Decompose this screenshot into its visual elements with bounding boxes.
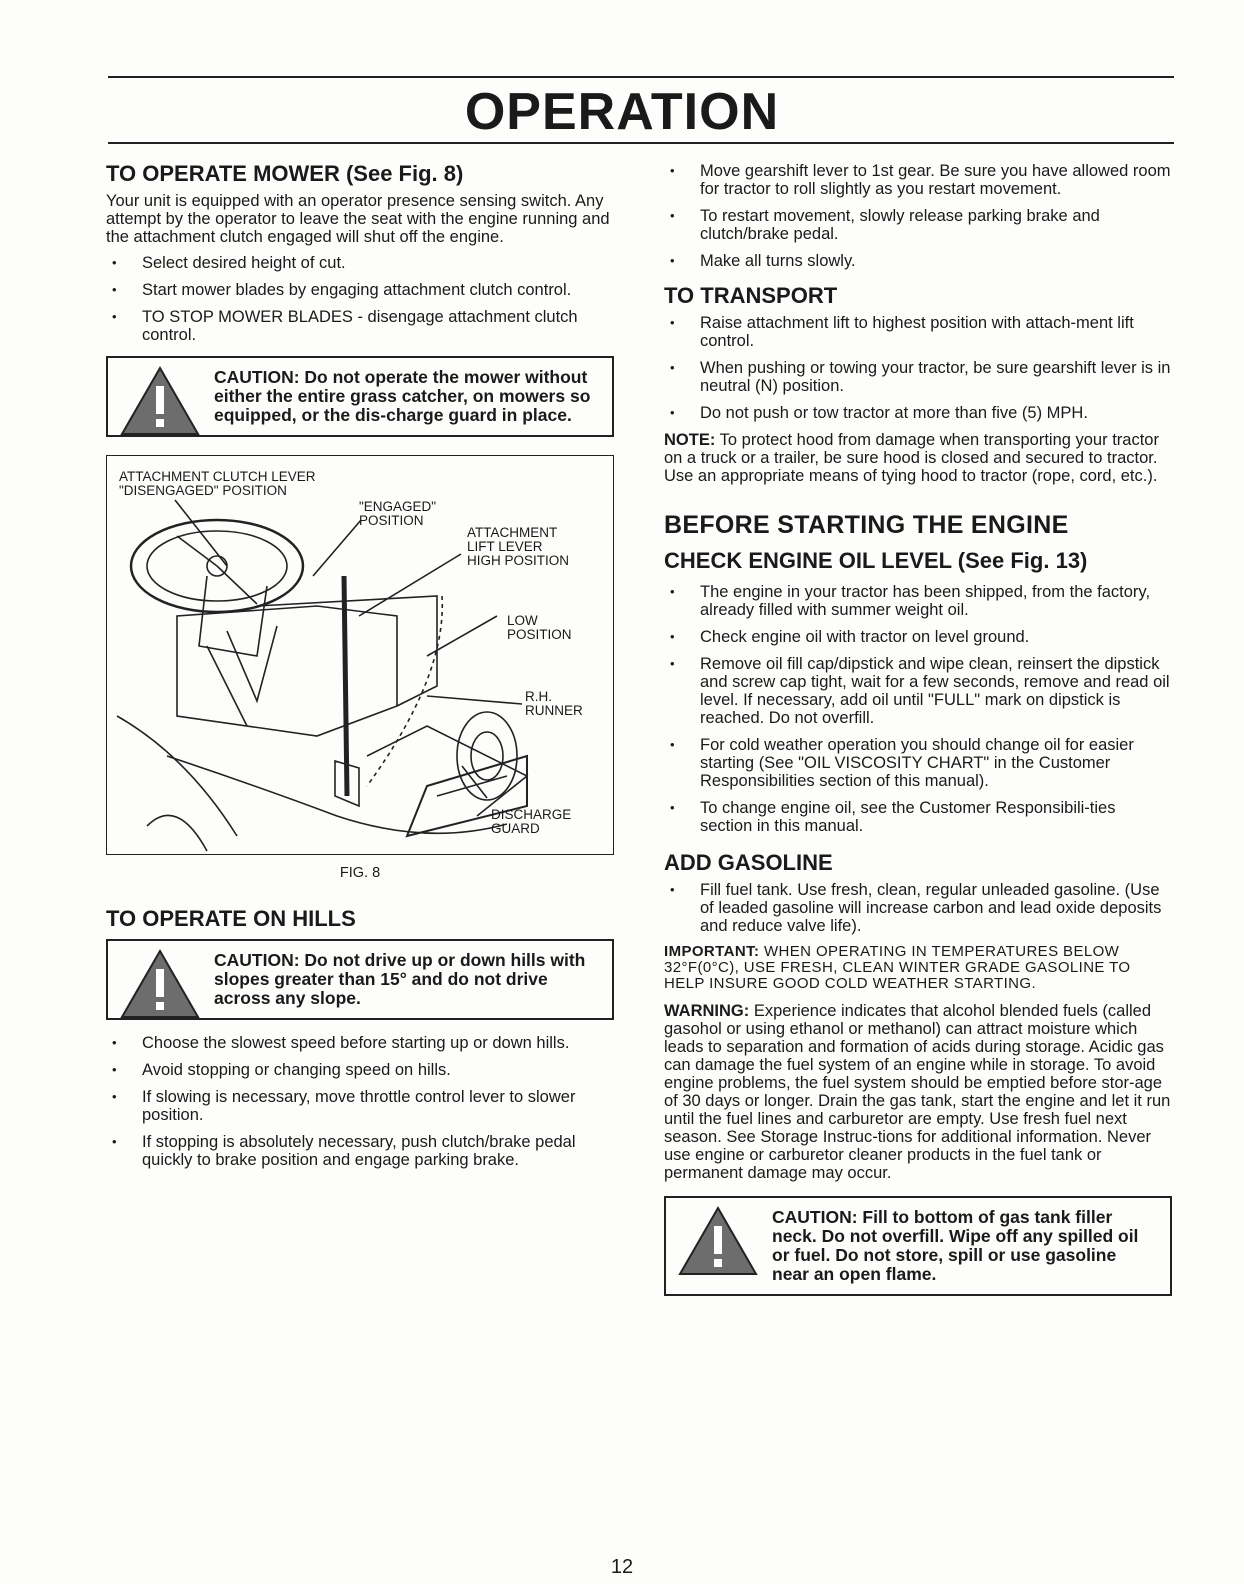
list-item: • To change engine oil, see the Customer Responsibili-ties section in this manual.	[664, 799, 1172, 835]
mower-caution-box	[106, 356, 614, 437]
transport-note	[664, 431, 1172, 485]
note-text: To protect hood from damage when transporting your tractor on a truck or a trailer, be sure hood is closed and secured to tractor. Use an appropriate means of tying hood to tractor (rope, cord, etc.).	[664, 431, 1159, 485]
list-item: • Select desired height of cut.	[106, 254, 614, 272]
list-item: • Do not push or tow tractor at more than five (5) MPH.	[664, 404, 1172, 422]
list-item: • To restart movement, slowly release parking brake and clutch/brake pedal.	[664, 207, 1172, 243]
hills-caution-text: CAUTION: Do not drive up or down hills with slopes greater than 15° and do not drive across any slope.	[214, 950, 586, 1008]
operate-hills-heading: TO OPERATE ON HILLS	[106, 906, 356, 931]
list-item: • If stopping is absolutely necessary, push clutch/brake pedal quickly to brake position and engage parking brake.	[106, 1133, 614, 1169]
figure-8	[106, 455, 614, 855]
gasoline-caution-box	[664, 1196, 1172, 1296]
list-item: • Fill fuel tank. Use fresh, clean, regular unleaded gasoline. (Use of leaded gasoline will increase carbon and lead oxide deposits and reduce valve life).	[664, 881, 1172, 935]
warning-text: Experience indicates that alcohol blended fuels (called gasohol or using ethanol or methanol) can attract moisture which leads to separation and formation of acids during storage. Acidic gas can damage the fuel system of an engine while in storage. To avoid engine problems, the fuel system should be emptied before stor-age of 30 days or longer. Drain the gas tank, start the engine and let it run until the fuel lines and carburetor are empty. Use fresh fuel next season. See Storage Instruc-tions for additional information. Never use engine or carburetor cleaner products in the fuel tank or permanent damage may occur.	[664, 1002, 1171, 1182]
rh-runner-label: R.H. RUNNER	[525, 689, 583, 718]
before-starting-heading: BEFORE STARTING THE ENGINE	[664, 511, 1069, 539]
list-item: • Raise attachment lift to highest position with attach-ment lift control.	[664, 314, 1172, 350]
list-item: • Start mower blades by engaging attachment clutch control.	[106, 281, 614, 299]
warning-triangle-icon	[118, 947, 202, 1021]
engaged-position-label: "ENGAGED" POSITION	[359, 499, 437, 528]
header-rule-top	[108, 76, 1174, 78]
oil-bullet-list	[664, 583, 1172, 835]
hills-bullet-list	[106, 1034, 614, 1169]
check-oil-heading: CHECK ENGINE OIL LEVEL (See Fig. 13)	[664, 548, 1088, 573]
warning-triangle-icon	[118, 364, 202, 438]
important-text: WHEN OPERATING IN TEMPERATURES BELOW 32°F(0°C), USE FRESH, CLEAN WINTER GRADE GASOLINE TO HELP INSURE GOOD COLD WEATHER STARTING.	[664, 943, 1131, 992]
gasoline-caution-text: CAUTION: Fill to bottom of gas tank filler neck. Do not overfill. Wipe off any spilled oil or fuel. Do not store, spill or use gasoline near an open flame.	[772, 1207, 1139, 1284]
list-item: • Choose the slowest speed before starting up or down hills.	[106, 1034, 614, 1052]
movement-bullet-list	[664, 162, 1172, 270]
mower-intro: Your unit is equipped with an operator presence sensing switch. Any attempt by the operator to leave the seat with the engine running and the attachment clutch engaged will shut off the engine.	[106, 192, 610, 246]
low-position-label: LOW POSITION	[507, 613, 572, 642]
list-item: • TO STOP MOWER BLADES - disengage attachment clutch control.	[106, 308, 614, 344]
mower-caution-text: CAUTION: Do not operate the mower without either the entire grass catcher, on mowers so equipped, or the dis-charge guard in place.	[214, 367, 591, 425]
list-item: • Check engine oil with tractor on level ground.	[664, 628, 1172, 646]
list-item: • For cold weather operation you should change oil for easier starting (See "OIL VISCOSITY CHART" in the Customer Responsibilities section of this manual).	[664, 736, 1172, 790]
operate-mower-heading: TO OPERATE MOWER (See Fig. 8)	[106, 161, 464, 186]
header-rule-bottom	[108, 142, 1174, 144]
right-column	[664, 162, 1172, 1310]
mower-bullet-list	[106, 254, 614, 344]
list-item: • The engine in your tractor has been shipped, from the factory, already filled with summer weight oil.	[664, 583, 1172, 619]
warning-label: WARNING:	[664, 1002, 750, 1020]
clutch-lever-label: ATTACHMENT CLUTCH LEVER "DISENGAGED" POSITION	[119, 469, 316, 498]
transport-heading: TO TRANSPORT	[664, 283, 838, 308]
lift-lever-label: ATTACHMENT LIFT LEVER HIGH POSITION	[467, 525, 570, 568]
transport-bullet-list	[664, 314, 1172, 422]
list-item: • If slowing is necessary, move throttle control lever to slower position.	[106, 1088, 614, 1124]
figure-caption: FIG. 8	[339, 865, 381, 881]
list-item: • Avoid stopping or changing speed on hills.	[106, 1061, 614, 1079]
add-gasoline-heading: ADD GASOLINE	[664, 850, 833, 875]
important-label: IMPORTANT:	[664, 943, 760, 960]
list-item: • Remove oil fill cap/dipstick and wipe clean, reinsert the dipstick and screw cap tight, wait for a few seconds, remove and read oil level. If necessary, add oil until "FULL" mark on dipstick is reached. Do not overfill.	[664, 655, 1172, 727]
warning-paragraph	[664, 1002, 1172, 1182]
page-number: 12	[610, 1556, 634, 1578]
list-item: • Move gearshift lever to 1st gear. Be sure you have allowed room for tractor to roll slightly as you restart movement.	[664, 162, 1172, 198]
list-item: • When pushing or towing your tractor, be sure gearshift lever is in neutral (N) position.	[664, 359, 1172, 395]
page-title: OPERATION	[464, 83, 780, 141]
left-column	[106, 162, 614, 1178]
list-item: • Make all turns slowly.	[664, 252, 1172, 270]
important-note	[664, 944, 1172, 992]
discharge-guard-label: DISCHARGE GUARD	[491, 807, 572, 836]
warning-triangle-icon	[676, 1204, 760, 1278]
gasoline-bullet-list	[664, 881, 1172, 935]
note-label: NOTE:	[664, 431, 716, 449]
hills-caution-box	[106, 939, 614, 1020]
